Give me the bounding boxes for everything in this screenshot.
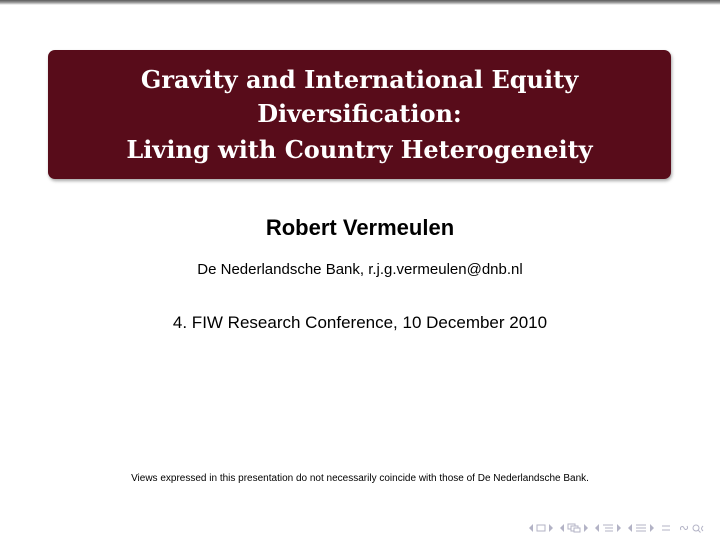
- subsection-nav[interactable]: [560, 523, 588, 533]
- slide-nav[interactable]: [628, 523, 654, 533]
- left-arrow-icon[interactable]: [595, 524, 600, 532]
- frame-nav[interactable]: [529, 524, 553, 532]
- left-arrow-icon[interactable]: [628, 524, 633, 532]
- right-arrow-icon[interactable]: [583, 524, 588, 532]
- title-line-1: Gravity and International Equity: [140, 65, 579, 94]
- conference-info: 4. FIW Research Conference, 10 December 2010: [172, 313, 548, 332]
- frame-nav-icon[interactable]: [536, 524, 546, 532]
- title-line-3: Living with Country Heterogeneity: [126, 135, 593, 164]
- right-arrow-icon[interactable]: [649, 524, 654, 532]
- left-arrow-icon[interactable]: [560, 524, 565, 532]
- author-affiliation: De Nederlandsche Bank, r.j.g.vermeulen@dnb.nl: [197, 261, 523, 278]
- beamer-navigation-bar: [529, 520, 706, 536]
- author-name: Robert Vermeulen: [265, 215, 455, 240]
- right-arrow-icon[interactable]: [548, 524, 553, 532]
- top-shadow: [0, 0, 720, 5]
- slide-nav-icon[interactable]: [635, 523, 647, 533]
- left-arrow-icon[interactable]: [529, 524, 534, 532]
- search-icon[interactable]: [678, 523, 706, 533]
- title-box: [48, 50, 671, 179]
- subsection-nav-icon[interactable]: [567, 523, 581, 533]
- section-nav[interactable]: [595, 523, 621, 533]
- title-line-2: Diversification:: [257, 99, 462, 128]
- disclaimer: Views expressed in this presentation do not necessarily coincide with those of De Nederlandsche Bank.: [131, 473, 589, 484]
- align-icon[interactable]: [661, 523, 671, 533]
- right-arrow-icon[interactable]: [616, 524, 621, 532]
- section-nav-icon[interactable]: [602, 523, 614, 533]
